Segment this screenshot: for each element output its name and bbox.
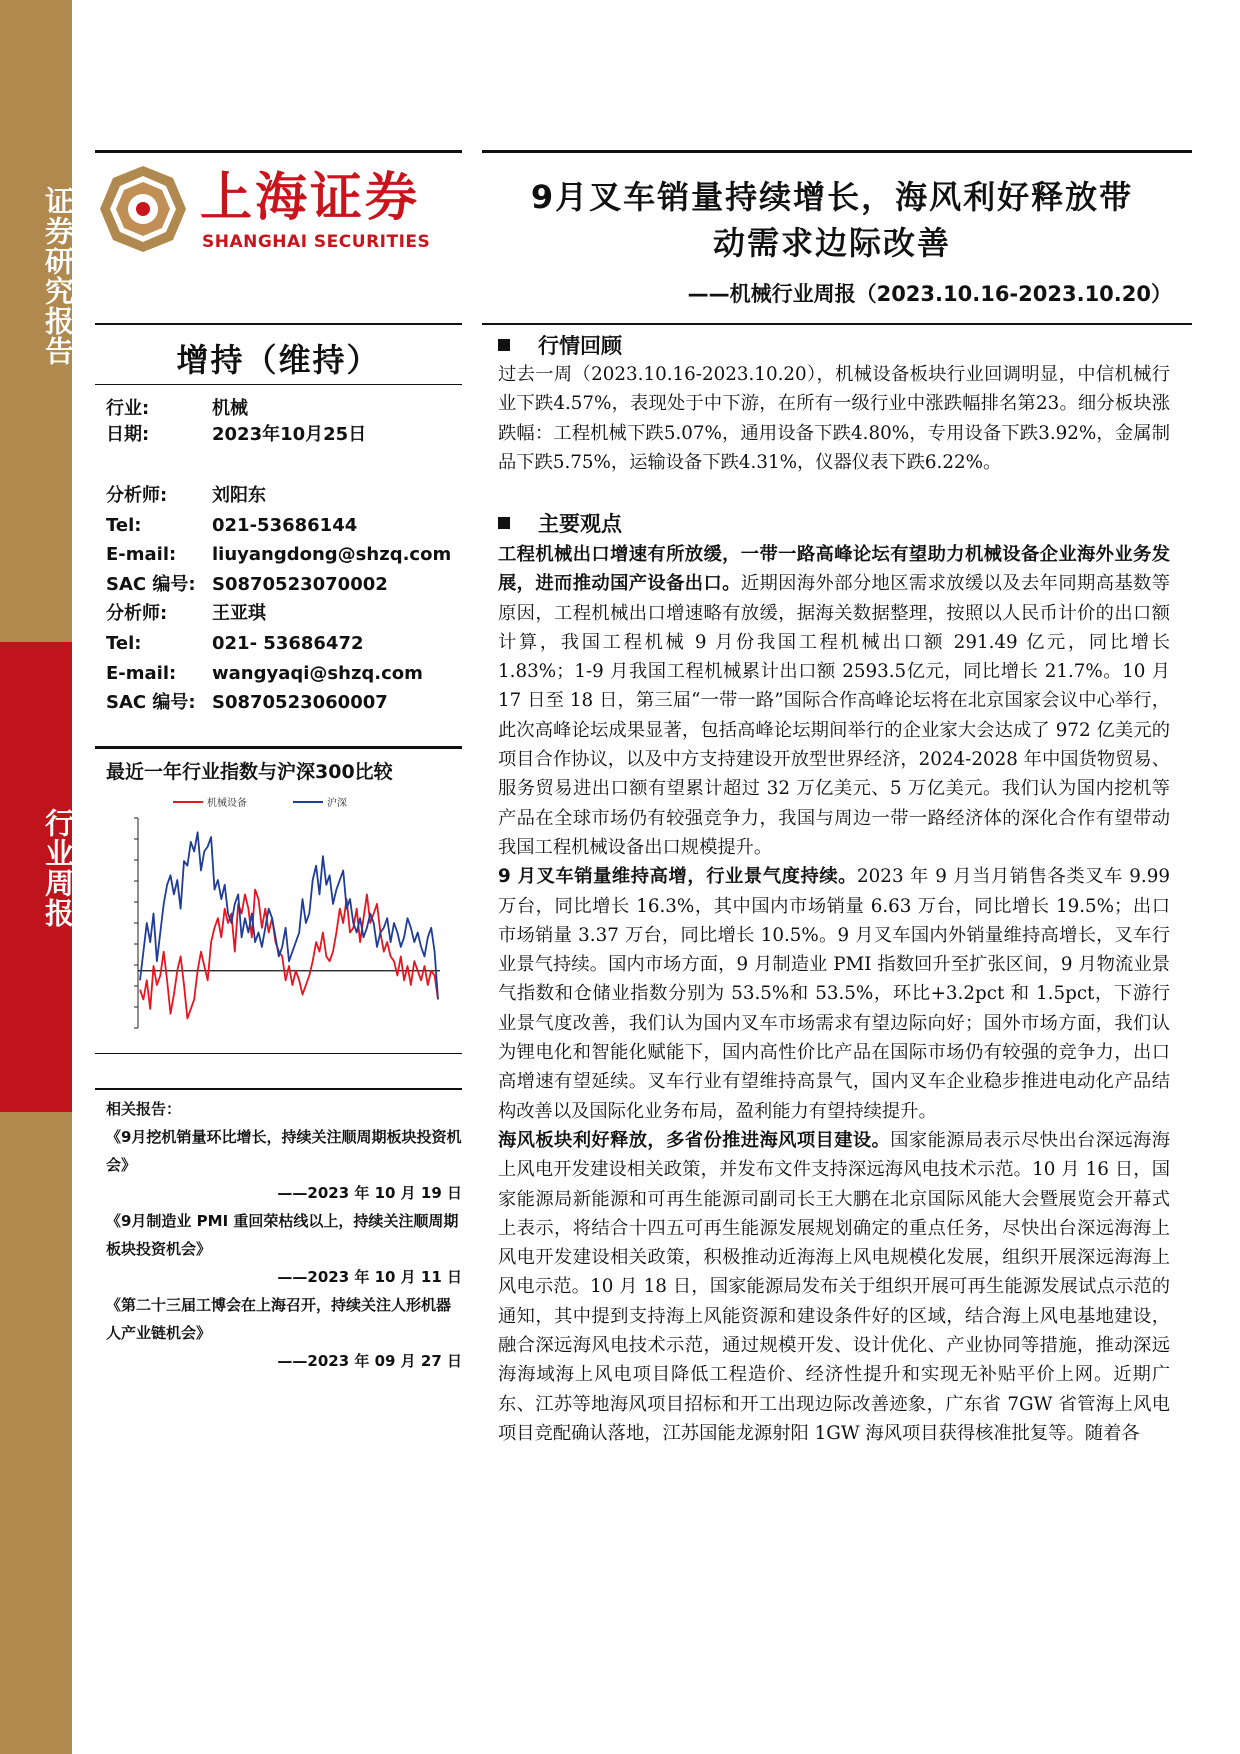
info-row: 日期: 2023年10月25日	[106, 424, 367, 445]
sidebar-label-weekly: 行业周报	[41, 808, 75, 928]
analyst-row: SAC 编号: S0870523070002	[106, 573, 388, 595]
square-bullet-icon	[498, 517, 510, 529]
left-rule-3	[95, 384, 462, 385]
logo-chinese-name: 上海证券	[200, 168, 421, 228]
related-item-title[interactable]: 《第二十三届工博会在上海召开，持续关注人形机器人产业链机会》	[106, 1296, 452, 1342]
related-item-date: ——2023 年 09 月 27 日	[277, 1352, 462, 1370]
email-link[interactable]: liuyangdong@shzq.com	[212, 544, 452, 566]
report-title-line1: 9月叉车销量持续增长，海风利好释放带	[530, 178, 1134, 216]
analyst-row: E-mail: wangyaqi@shzq.com	[106, 662, 423, 684]
related-header: 相关报告：	[106, 1100, 182, 1118]
section-heading-market-review: 行情回顾	[498, 330, 622, 360]
right-top-rule	[482, 150, 1192, 153]
analyst-row: Tel: 021-53686144	[106, 514, 358, 536]
related-item-date: ——2023 年 10 月 11 日	[277, 1268, 462, 1286]
analyst-row: 分析师: 刘阳东	[106, 485, 266, 506]
info-row: 行业: 机械	[106, 398, 248, 419]
right-rule-2	[482, 323, 1192, 325]
report-title	[482, 174, 1182, 266]
logo-english-name: SHANGHAI SECURITIES	[202, 232, 431, 252]
main-views-text	[498, 540, 1170, 1448]
square-bullet-icon	[498, 339, 510, 351]
related-reports	[106, 1095, 462, 1375]
related-item-title[interactable]: 《9月制造业 PMI 重回荣枯线以上，持续关注顺周期板块投资机会》	[106, 1212, 459, 1258]
related-item-title[interactable]: 《9月挖机销量环比增长，持续关注顺周期板块投资机会》	[106, 1128, 462, 1174]
section-heading-main-views: 主要观点	[498, 508, 622, 538]
analyst-row: E-mail: liuyangdong@shzq.com	[106, 544, 452, 566]
left-rule-6	[95, 1088, 462, 1090]
left-rule-4	[95, 746, 462, 749]
index-comparison-chart	[108, 788, 448, 1038]
analyst-block	[106, 481, 451, 718]
analyst-row: SAC 编号: S0870523060007	[106, 692, 388, 714]
legend-label: 机械设备	[207, 798, 247, 809]
left-rule-2	[95, 323, 462, 325]
info-block	[106, 396, 366, 448]
analyst-row: 分析师: 王亚琪	[106, 603, 266, 625]
market-review-text: 过去一周（2023.10.16-2023.10.20），机械设备板块行业回调明显，中信机械行业下跌4.57%，表现处于中下游，在所有一级行业中涨跌幅排名第23。细分板块涨跌幅：工程机械下跌5.07%，通用设备下跌4.80%，专用设备下跌3.92%，金属制品下跌5.75%，运输设备下跌4.31%，仪器仪表下跌6.22%。	[498, 364, 1170, 473]
shanghai-securities-logo-icon	[100, 166, 186, 252]
left-rule-5	[95, 1053, 462, 1054]
related-item-date: ——2023 年 10 月 19 日	[277, 1184, 462, 1202]
view-paragraph-2: 9 月叉车销量维持高增，行业景气度持续。2023 年 9 月当月销售各类叉车 9.99 万台，同比增长 16.3%，其中国内市场销量 6.63 万台，同比增长 19.5%；出口市场销量 3.37 万台，同比增长 10.5%。9 月叉车国内外销量维持高增长，叉车行业景气持续。国内市场方面，9 月制造业 PMI 指数回升至扩张区间，9 月物流业景气指数和仓储业指数分别为 53.5%和 53.5%，环比+3.2pct 和 1.5pct，下游行业景气度改善，我们认为国内叉车市场需求有望边际向好；国外市场方面，我们认为锂电化和智能化赋能下，国内高性价比产品在国际市场仍有较强的竞争力，出口高增速有望延续。叉车行业有望维持高景气，国内叉车企业稳步推进电动化产品结构改善以及国际化业务布局，盈利能力有望持续提升。	[498, 866, 1170, 1122]
sidebar-label-research-report: 证券研究报告	[41, 186, 75, 366]
chart-title: 最近一年行业指数与沪深300比较	[106, 761, 393, 783]
series-line	[140, 832, 438, 999]
sidebar	[0, 0, 75, 1754]
analyst-row: Tel: 021- 53686472	[106, 632, 364, 654]
view-paragraph-3: 海风板块利好释放，多省份推进海风项目建设。国家能源局表示尽快出台深远海海上风电开发建设相关政策，并发布文件支持深远海风电技术示范。10 月 16 日，国家能源局新能源和可再生能源司副司长王大鹏在北京国际风能大会暨展览会开幕式上表示，将结合十四五可再生能源发展规划确定的重点任务，尽快出台深远海海上风电开发建设相关政策，积极推动近海海上风电规模化发展，组织开展深远海海上风电示范。10 月 18 日，国家能源局发布关于组织开展可再生能源发展试点示范的通知，其中提到支持海上风能资源和建设条件好的区域，结合海上风电基地建设，融合深远海风电技术示范，通过规模开发、设计优化、产业协同等措施，推动深远海海域海上风电项目降低工程造价、经济性提升和实现无补贴平价上网。近期广东、江苏等地海风项目招标和开工出现边际改善迹象，广东省 7GW 省管海上风电项目竞配确认落地，江苏国能龙源射阳 1GW 海风项目获得核准批复等。随着各	[498, 1129, 1171, 1444]
report-subtitle: ——机械行业周报（2023.10.16-2023.10.20）	[687, 282, 1172, 306]
rating: 增持（维持）	[176, 341, 381, 379]
left-top-rule	[95, 150, 462, 153]
view-paragraph-1: 工程机械出口增速有所放缓，一带一路高峰论坛有望助力机械设备企业海外业务发展，进而推动国产设备出口。近期因海外部分地区需求放缓以及去年同期高基数等原因，工程机械出口增速略有放缓，据海关数据整理，按照以人民币计价的出口额计算，我国工程机械 9 月份我国工程机械出口额 291.49 亿元，同比增长 1.83%；1-9 月我国工程机械累计出口额 2593.5亿元，同比增长 21.7%。10 月 17 日至 18 日，第三届“一带一路”国际合作高峰论坛将在北京国家会议中心举行，此次高峰论坛成果显著，包括高峰论坛期间举行的企业家大会达成了 972 亿美元的项目合作协议，以及中方支持建设开放型世界经济，2024-2028 年中国货物贸易、服务贸易进出口额有望累计超过 32 万亿美元、5 万亿美元。我们认为国内挖机等产品在全球市场仍有较强竞争力，我国与周边一带一路经济体的深化合作有望带动我国工程机械设备出口规模提升。	[498, 544, 1171, 858]
email-link[interactable]: wangyaqi@shzq.com	[212, 662, 423, 684]
legend-label: 沪深	[327, 798, 347, 809]
report-title-line2: 动需求边际改善	[712, 224, 951, 262]
